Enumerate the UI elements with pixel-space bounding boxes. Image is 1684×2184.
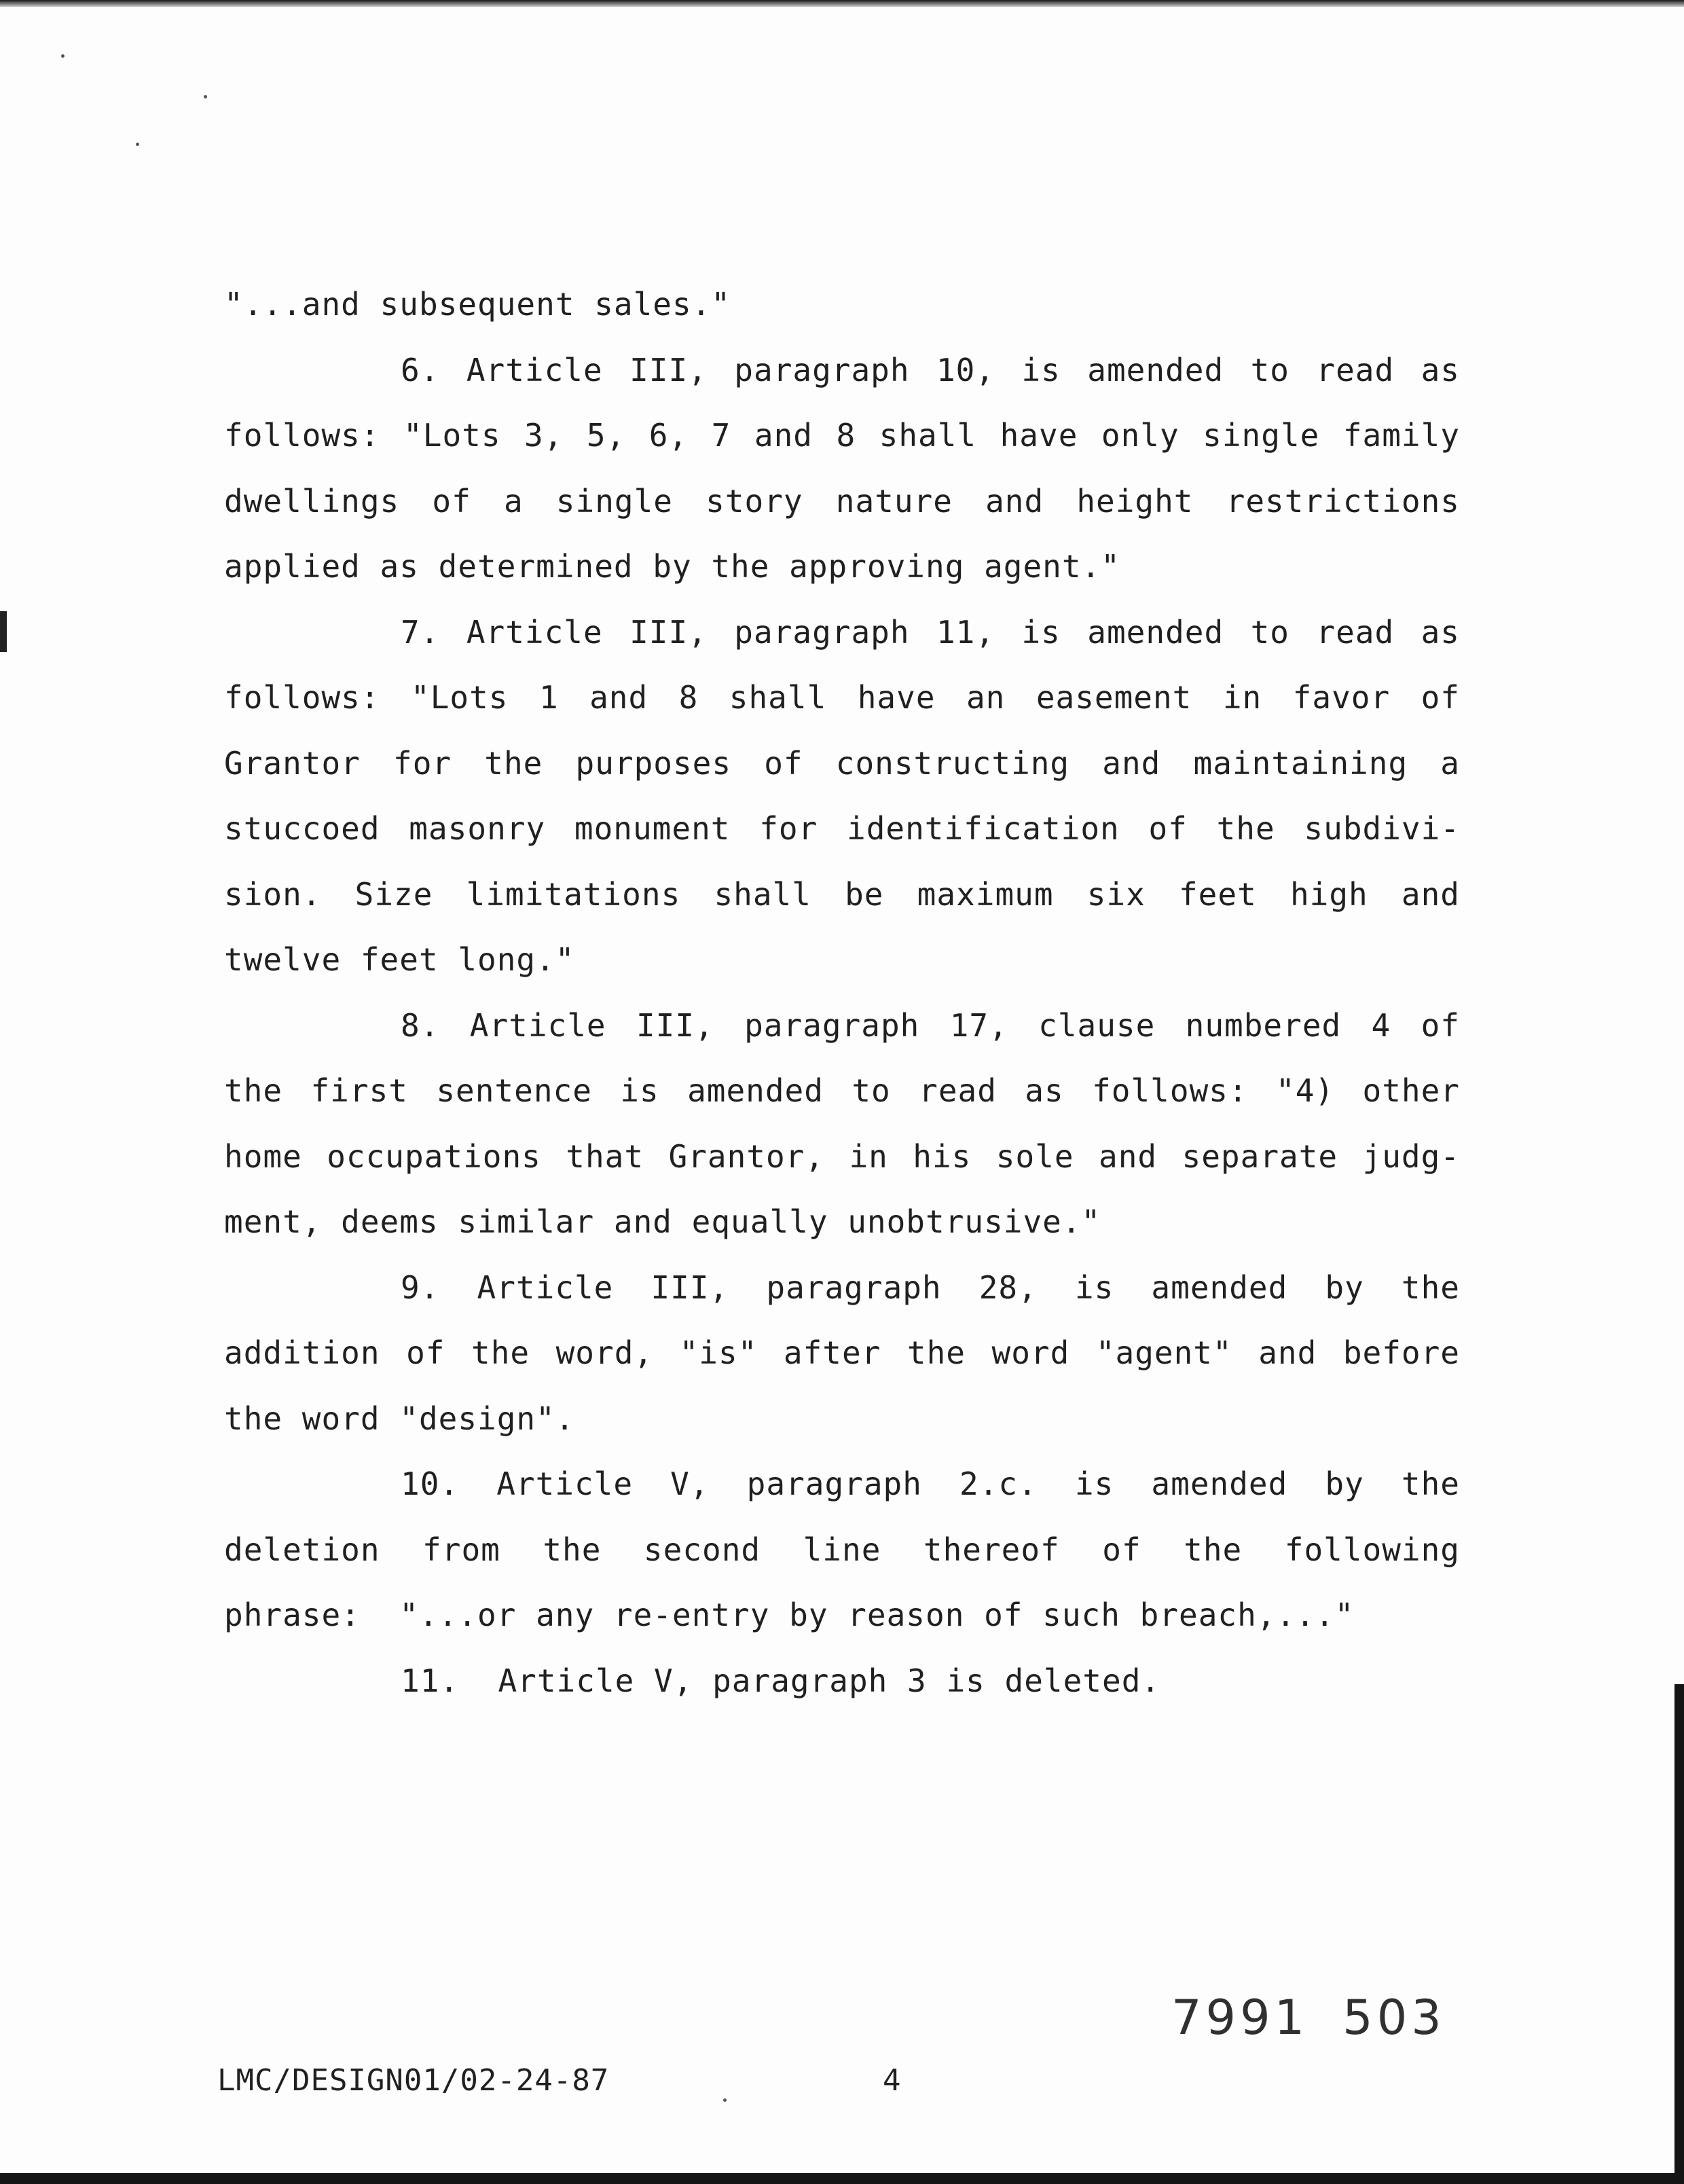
text-line: the word "design". [224,1400,575,1437]
text-line-item-10: 10. Article V, paragraph 2.c. is amended by the [401,1466,1460,1502]
text-line-item-8: 8. Article III, paragraph 17, clause numbered 4 of [401,1006,1460,1044]
recording-book-number: 7991 [1171,1990,1309,2045]
text-line: follows: "Lots 1 and 8 shall have an easement in favor of [224,679,1460,716]
text-line: sion. Size limitations shall be maximum six feet high and [224,875,1460,913]
page-number: 4 [883,2063,901,2098]
scan-speck [61,54,65,58]
text-line-item-9: 9. Article III, paragraph 28, is amended by the [401,1269,1460,1306]
text-line: applied as determined by the approving agent." [224,548,1120,585]
scan-speck [204,95,207,98]
text-line: deletion from the second line thereof of the following [224,1531,1460,1568]
text-line: follows: "Lots 3, 5, 6, 7 and 8 shall have only single family [224,417,1460,454]
text-line: twelve feet long." [224,941,575,978]
scan-edge-mark [0,611,7,652]
text-line: stuccoed masonry monument for identification of the subdivi- [224,810,1460,847]
text-line: addition of the word, "is" after the word "agent" and before [224,1334,1460,1371]
text-line: the first sentence is amended to read as follows: "4) other [224,1072,1460,1109]
text-line: dwellings of a single story nature and height restrictions [224,482,1460,520]
document-body [224,272,1460,1713]
text-line-item-11: 11. Article V, paragraph 3 is deleted. [401,1662,1161,1699]
text-line-item-6: 6. Article III, paragraph 10, is amended to read as [401,351,1460,388]
scan-edge-right [1674,1684,1684,2184]
scan-edge-top [0,0,1684,7]
scan-speck [136,143,139,146]
text-line: phrase: "...or any re-entry by reason of such breach,..." [224,1597,1355,1633]
footer-reference: LMC/DESIGN01/02-24-87 [217,2063,610,2098]
text-line: ment, deems similar and equally unobtrusive." [224,1203,1101,1240]
text-line: "...and subsequent sales." [224,286,731,323]
recording-stamp [1171,1990,1446,2045]
scan-edge-bottom [0,2173,1684,2184]
text-line: home occupations that Grantor, in his sole and separate judg- [224,1138,1460,1175]
text-line-item-7: 7. Article III, paragraph 11, is amended to read as [401,613,1460,651]
text-line: Grantor for the purposes of constructing and maintaining a [224,744,1460,782]
recording-page-number: 503 [1342,1990,1446,2045]
scan-speck [723,2098,727,2102]
